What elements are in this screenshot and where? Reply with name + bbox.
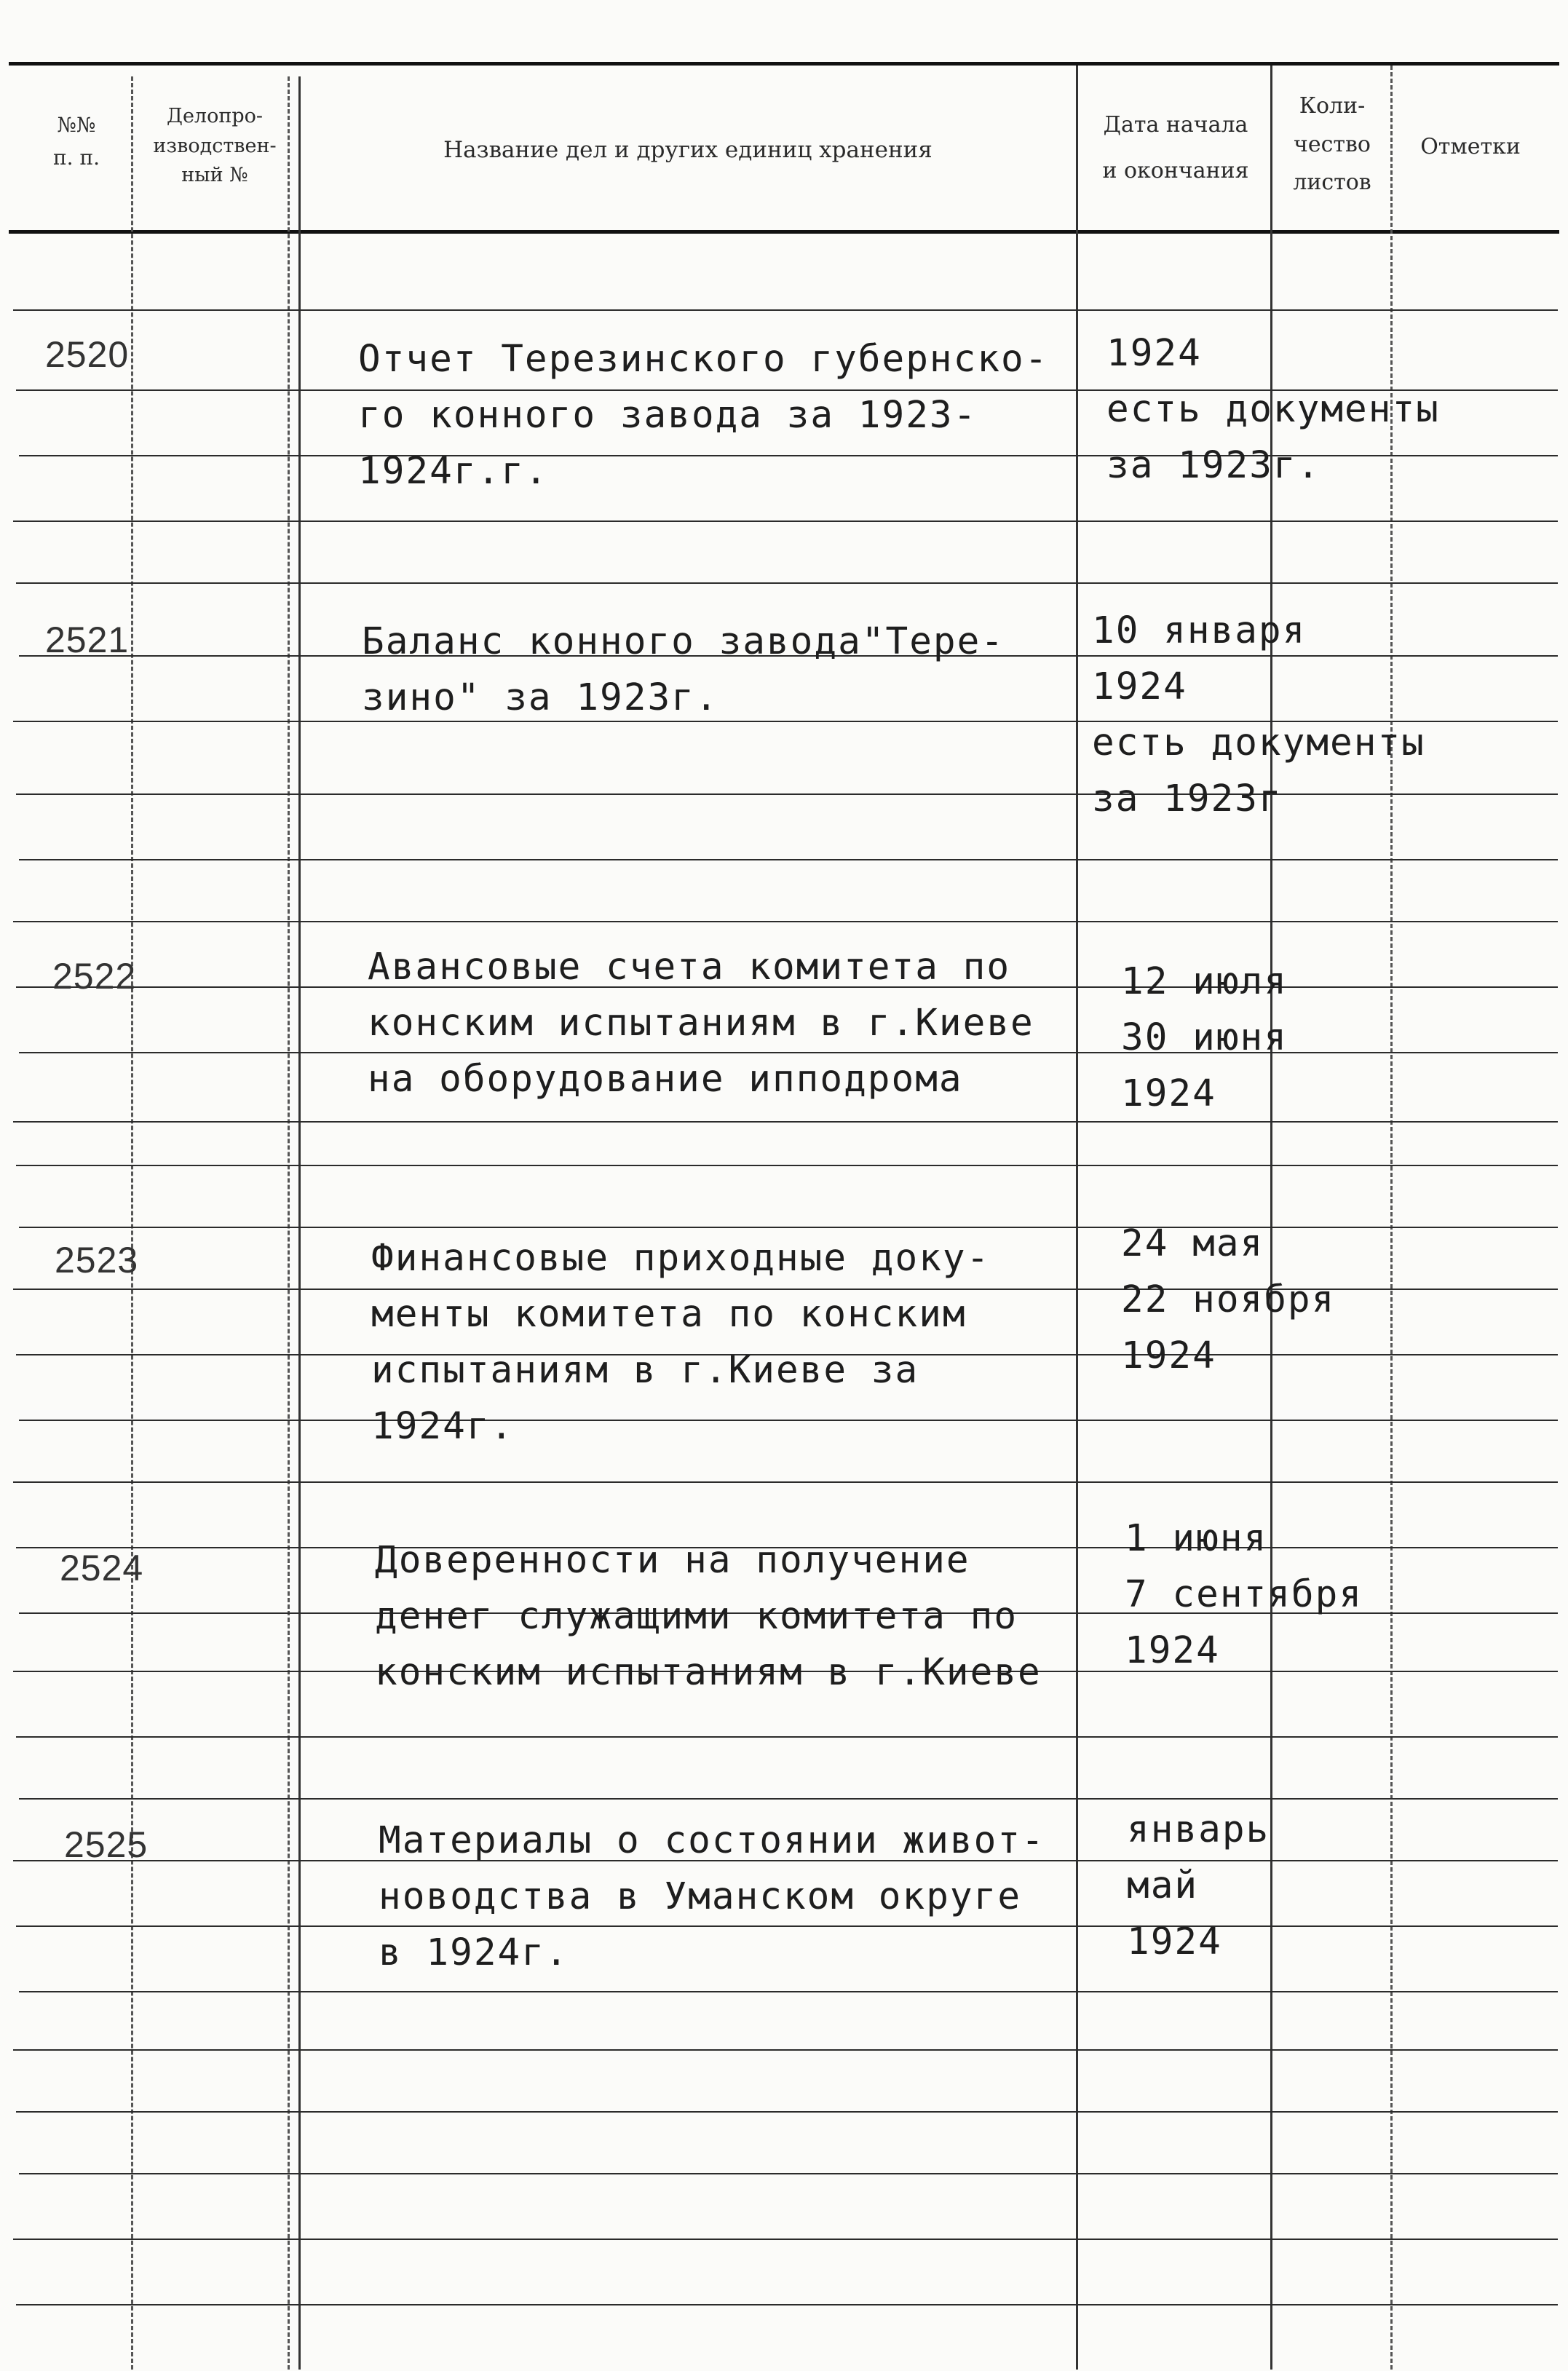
ruled-line (16, 1165, 1558, 1166)
ruled-line (16, 2111, 1558, 2113)
row-title: Материалы о состоянии живот- новодства в Уманском округе в 1924г. (379, 1819, 1045, 1974)
ruled-line (13, 309, 1558, 311)
column-divider-2 (288, 76, 290, 2370)
row-date: 24 мая 22 ноября 1924 (1121, 1222, 1336, 1377)
ruled-line (13, 2239, 1558, 2240)
header-remarks-label: Отметки (1420, 134, 1521, 159)
header-bottom-border (9, 230, 1559, 234)
ruled-line (19, 1798, 1558, 1800)
ruled-line (13, 2049, 1558, 2051)
row-date: 12 июля 30 июня 1924 (1121, 960, 1288, 1115)
column-divider-3 (298, 76, 301, 2370)
ruled-line (16, 582, 1558, 584)
ruled-line (16, 2304, 1558, 2305)
row-date: 10 января 1924 есть документы за 1923г (1092, 609, 1425, 820)
row-title: Финансовые приходные доку- менты комитета по конским испытаниям в г.Киеве за 1924г. (371, 1237, 991, 1448)
row-date: 1 июня 7 сентября 1924 (1125, 1517, 1363, 1672)
column-divider-1 (131, 76, 133, 2370)
ruled-line (19, 1991, 1558, 1992)
ruled-line (19, 859, 1558, 860)
ruled-line (13, 1481, 1558, 1483)
header-title-label: Название дел и других единиц хранения (443, 137, 933, 163)
row-number: 2520 (45, 334, 130, 375)
row-date: январь май 1924 (1127, 1808, 1270, 1963)
row-date: 1924 есть документы за 1923г. (1106, 332, 1440, 487)
table-top-border (9, 62, 1559, 66)
header-date-label: Дата начала и окончания (1102, 112, 1249, 183)
row-number: 2522 (52, 956, 137, 997)
header-case-number-label: Делопро- изводствен- ный № (153, 105, 277, 186)
row-title: Доверенности на получение денег служащими комитета по конским испытаниям в г.Киеве (375, 1539, 1042, 1694)
row-number: 2525 (64, 1824, 149, 1865)
row-number: 2523 (55, 1240, 139, 1281)
row-number: 2524 (60, 1548, 144, 1588)
row-number: 2521 (45, 620, 130, 660)
header-sheet-count-label: Коли- чество листов (1293, 93, 1371, 195)
row-title: Баланс конного завода"Тере- зино" за 1923г. (362, 620, 1005, 719)
ruled-line (13, 520, 1558, 522)
ruled-line (13, 921, 1558, 922)
ruled-line (16, 1736, 1558, 1738)
ruled-line (19, 2173, 1558, 2174)
header-number-label: №№ п. п. (52, 113, 100, 170)
row-title: Отчет Терезинского губернско- го конного завода за 1923- 1924г.г. (358, 338, 1049, 493)
row-title: Авансовые счета комитета по конским испытаниям в г.Киеве на оборудование ипподрома (368, 946, 1034, 1101)
